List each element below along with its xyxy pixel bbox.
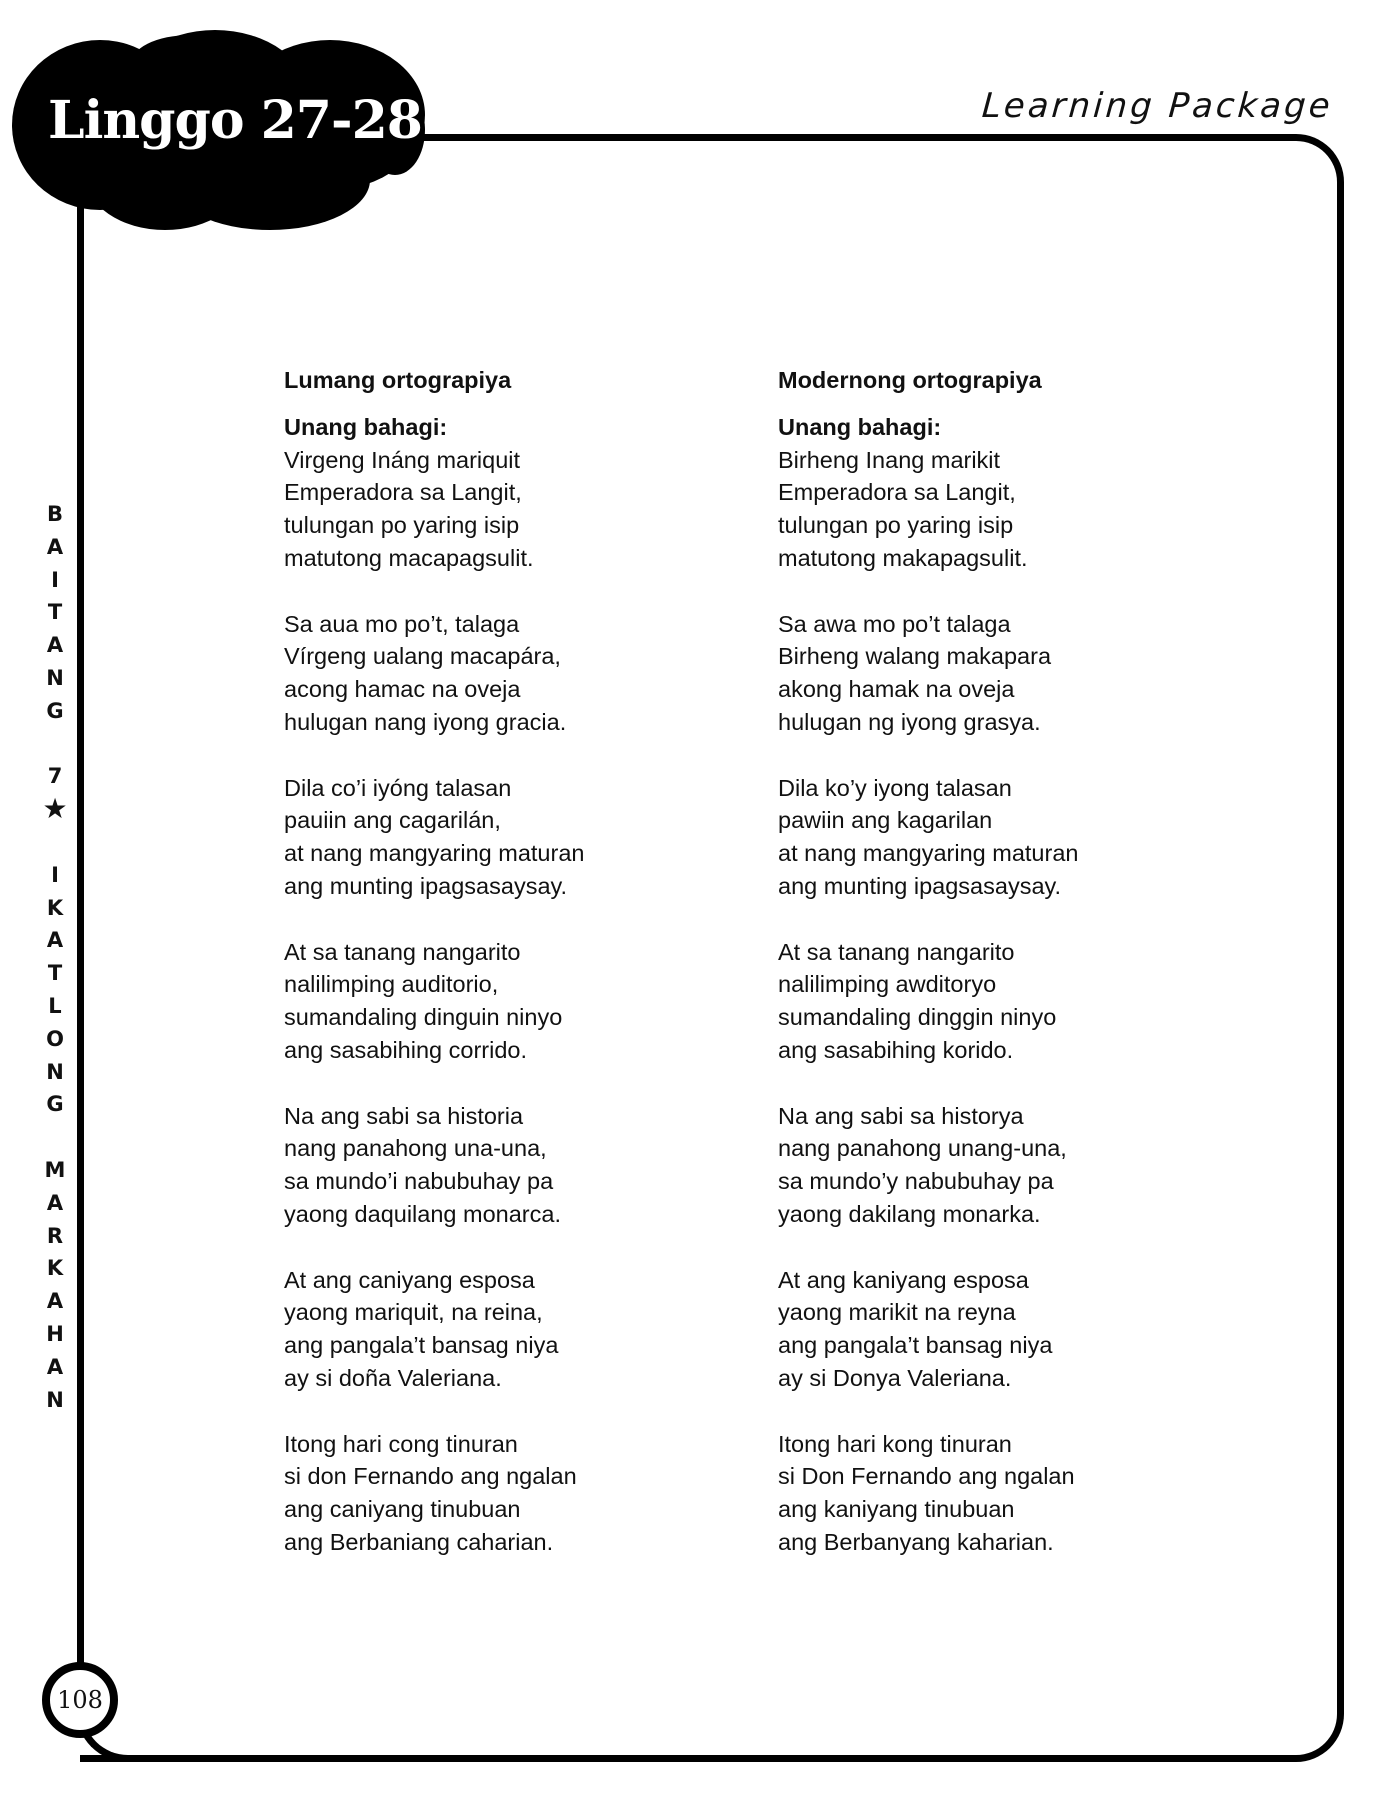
side-letter: B [46,502,63,526]
verse-line: pawiin ang kagarilan [778,807,993,834]
stanza [778,608,1078,739]
verse-line: Na ang sabi sa historya [778,1102,1024,1129]
verse-line: at nang mangyaring maturan [778,840,1079,867]
stanza [778,772,1078,903]
stanza [778,444,1078,575]
side-letter: L [48,993,62,1018]
verse-line: ay si doña Valeriana. [284,1364,502,1391]
verse-line: acong hamac na oveja [284,676,521,703]
verse-line: Virgeng Ináng mariquit [284,446,521,473]
page-number-badge [42,1662,118,1738]
verse-line: Sa awa mo po’t talaga [778,610,1011,637]
verse-line: nang panahong unang-una, [778,1135,1067,1162]
column-heading: Lumang ortograpiya [284,367,512,393]
side-letter: G [46,698,64,723]
stanza [778,1264,1078,1395]
verse-line: Emperadora sa Langit, [284,479,522,506]
learning-package-label: Learning Package [980,86,1335,126]
verse-line: yaong mariquit, na reina, [284,1299,543,1326]
verse-line: hulugan nang iyong gracia. [284,708,567,735]
verse-line: Birheng walang makapara [778,643,1052,670]
side-letter: O [46,1026,64,1051]
verse-line: yaong dakilang monarka. [778,1200,1041,1227]
side-letter: A [46,534,64,559]
verse-line: tulungan po yaring isip [778,512,1014,539]
side-grade-number: 7 [47,764,63,789]
verse-line: at nang mangyaring maturan [284,840,585,867]
side-letter: H [46,1321,64,1346]
side-letter: K [46,1256,64,1281]
verse-line: At sa tanang nangarito [778,938,1015,965]
verse-line: ang caniyang tinubuan [284,1496,521,1523]
verse-line: sumandaling dinguin ninyo [284,1004,563,1031]
verse-line: ang sasabihing korido. [778,1036,1014,1063]
verse-line: ang pangala’t bansag niya [284,1332,559,1359]
verse-line: Birheng Inang marikit [778,446,1001,473]
modern-orthography-column [778,364,1078,1591]
side-letter: I [51,862,59,887]
side-letter: T [47,600,63,625]
stanza [284,608,584,739]
verse-line: ang munting ipagsasaysay. [284,872,568,899]
side-letter: R [46,1223,64,1248]
verse-line: Na ang sabi sa historia [284,1102,524,1129]
side-letter: N [46,1387,64,1412]
verse-line: ang Berbaniang caharian. [284,1528,554,1555]
page-number: 108 [57,1686,103,1714]
verse-line: ang pangala’t bansag niya [778,1332,1053,1359]
side-letter: N [46,1059,64,1084]
verse-line: sa mundo’y nabubuhay pa [778,1168,1054,1195]
side-letter: N [46,665,64,690]
verse-line: pauiin ang cagarilán, [284,807,501,834]
part-label: Unang bahagi: [778,413,942,440]
verse-line: ang sasabihing corrido. [284,1036,527,1063]
verse-line: hulugan ng iyong grasya. [778,708,1041,735]
stanza [284,772,584,903]
verse-line: matutong macapagsulit. [284,544,534,571]
verse-line: Sa aua mo po’t, talaga [284,610,520,637]
verse-line: At sa tanang nangarito [284,938,521,965]
stanza [284,1100,584,1231]
side-letter: A [46,633,64,658]
side-letter: M [44,1157,66,1182]
verse-line: Emperadora sa Langit, [778,479,1016,506]
side-letter: A [46,1190,64,1215]
verse-line: Itong hari kong tinuran [778,1430,1012,1457]
verse-line: akong hamak na oveja [778,676,1015,703]
side-letter: A [46,1289,64,1314]
verse-line: matutong makapagsulit. [778,544,1028,571]
verse-line: Dila ko’y iyong talasan [778,774,1012,801]
verse-line: si don Fernando ang ngalan [284,1463,577,1490]
verse-line: At ang kaniyang esposa [778,1266,1029,1293]
verse-line: ang Berbanyang kaharian. [778,1528,1054,1555]
side-letter: A [46,928,64,953]
page-frame-left-line [77,180,84,1670]
verse-line: tulungan po yaring isip [284,512,520,539]
stanza [284,1264,584,1395]
verse-line: sa mundo’i nabubuhay pa [284,1168,554,1195]
side-letter: K [46,895,64,920]
verse-line: Dila co’i iyóng talasan [284,774,512,801]
week-title: Linggo 27-28 [48,90,422,151]
verse-line: si Don Fernando ang ngalan [778,1463,1075,1490]
stanza [778,1428,1078,1559]
stanza [778,1100,1078,1231]
stanza [284,936,584,1067]
side-letter: G [46,1092,64,1117]
stanza [284,1428,584,1559]
verse-line: yaong marikit na reyna [778,1299,1016,1326]
column-heading: Modernong ortograpiya [778,367,1042,393]
verse-line: nang panahong una-una, [284,1135,547,1162]
side-letter: T [47,961,63,986]
old-orthography-column [284,364,584,1591]
verse-line: ay si Donya Valeriana. [778,1364,1012,1391]
side-letter: I [51,567,59,592]
verse-line: yaong daquilang monarca. [284,1200,561,1227]
verse-line: Itong hari cong tinuran [284,1430,518,1457]
side-letter: A [46,1354,64,1379]
verse-line: ang kaniyang tinubuan [778,1496,1015,1523]
star-icon: ★ [42,792,68,826]
stanza [778,936,1078,1067]
verse-line: sumandaling dinggin ninyo [778,1004,1057,1031]
verse-line: Vírgeng ualang macapára, [284,643,561,670]
grade-quarter-vertical-label [38,498,72,1416]
verse-line: ang munting ipagsasaysay. [778,872,1062,899]
stanza [284,444,584,575]
part-label: Unang bahagi: [284,413,448,440]
page-frame-border [80,134,1344,1762]
verse-line: At ang caniyang esposa [284,1266,535,1293]
verse-line: nalilimping awditoryo [778,971,997,998]
verse-line: nalilimping auditorio, [284,971,499,998]
